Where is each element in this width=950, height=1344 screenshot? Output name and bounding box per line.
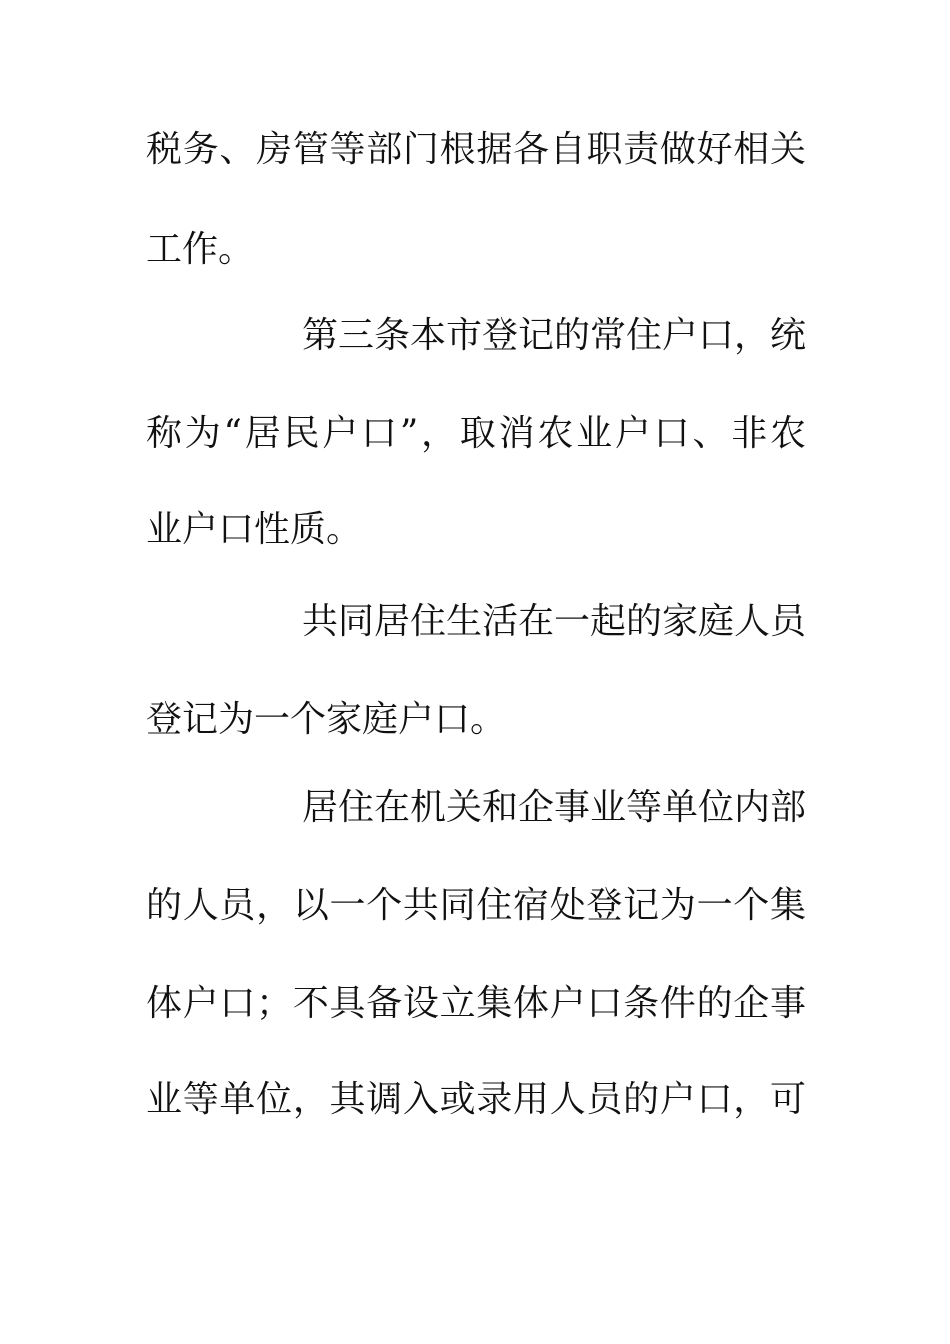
paragraph-line: 共同居住生活在一起的家庭人员 xyxy=(302,601,807,642)
text-line: 的人员，以一个共同住宿处登记为一个集 xyxy=(146,885,806,926)
text-line: 税务、房管等部门根据各自职责做好相关 xyxy=(146,129,806,170)
paragraph-line: 第三条本市登记的常住户口，统 xyxy=(302,315,807,356)
text-line: 称为“居民户口”，取消农业户口、非农 xyxy=(146,413,806,454)
text-line: 业户口性质。 xyxy=(146,509,363,550)
text-line: 体户口；不具备设立集体户口条件的企事 xyxy=(146,983,806,1024)
text-line: 业等单位，其调入或录用人员的户口，可 xyxy=(146,1079,806,1120)
text-line: 登记为一个家庭户口。 xyxy=(146,699,507,740)
paragraph-line: 居住在机关和企事业等单位内部 xyxy=(302,787,807,828)
text-line: 工作。 xyxy=(146,229,255,270)
